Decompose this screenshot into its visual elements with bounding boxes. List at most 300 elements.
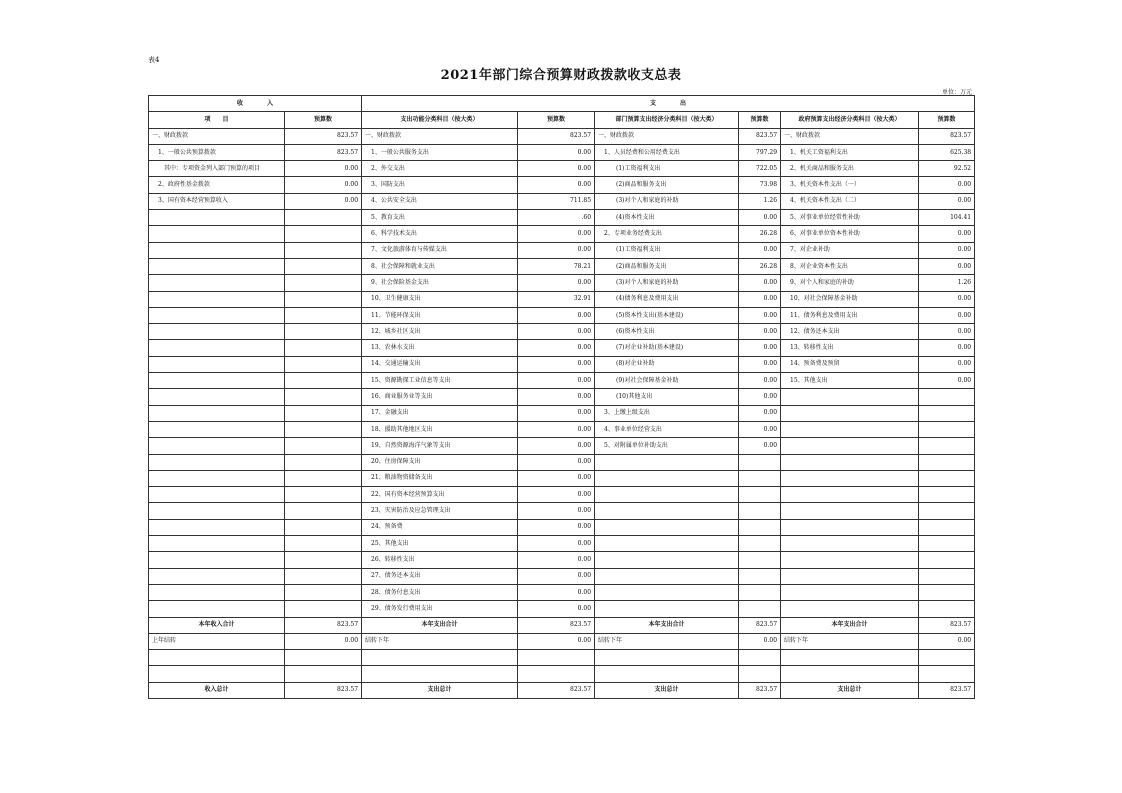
- label-cell: 2、专项业务经费支出: [595, 226, 739, 242]
- table-row: [149, 210, 975, 226]
- amount-cell: 0.00: [739, 633, 781, 649]
- label-cell: [149, 584, 285, 600]
- table-number: 表4: [148, 56, 160, 64]
- label-cell: [595, 601, 739, 617]
- label-cell: [781, 536, 919, 552]
- amount-cell: .60: [518, 210, 595, 226]
- label-cell: [781, 503, 919, 519]
- label-cell: 2、机关商品和服务支出: [781, 161, 919, 177]
- amount-cell: 0.00: [739, 275, 781, 291]
- empty-row: [149, 666, 975, 682]
- table-row: [149, 177, 975, 193]
- amount-cell: [285, 487, 362, 503]
- label-cell: [149, 568, 285, 584]
- label-cell: 支出总计: [781, 682, 919, 698]
- label-cell: [149, 552, 285, 568]
- amount-cell: 0.00: [285, 177, 362, 193]
- amount-cell: 0.00: [919, 242, 975, 258]
- table-row: [149, 536, 975, 552]
- table-row: [149, 389, 975, 405]
- label-cell: 1、一般公共预算拨款: [149, 144, 285, 160]
- label-cell: 29、债务发行费用支出: [362, 601, 518, 617]
- amount-cell: 0.00: [739, 405, 781, 421]
- amount-cell: 32.91: [518, 291, 595, 307]
- label-cell: 本年支出合计: [595, 617, 739, 633]
- label-cell: 本年支出合计: [781, 617, 919, 633]
- label-cell: 11、节能环保支出: [362, 307, 518, 323]
- empty-cell: [518, 666, 595, 682]
- amount-cell: 0.00: [739, 242, 781, 258]
- label-cell: 4、公共安全支出: [362, 193, 518, 209]
- empty-row: [149, 650, 975, 666]
- label-cell: 其中：专项资金列入部门预算的项目: [149, 161, 285, 177]
- amount-cell: [919, 552, 975, 568]
- table-row: [149, 601, 975, 617]
- label-cell: 14、预备费及预留: [781, 356, 919, 372]
- table-row: [149, 421, 975, 437]
- label-cell: [781, 552, 919, 568]
- amount-cell: 0.00: [919, 324, 975, 340]
- label-cell: 9、对个人和家庭的补助: [781, 275, 919, 291]
- label-cell: (1)工资福利支出: [595, 242, 739, 258]
- table-row: [149, 258, 975, 274]
- amount-cell: [919, 454, 975, 470]
- table-row: [149, 275, 975, 291]
- label-cell: 12、城乡社区支出: [362, 324, 518, 340]
- label-cell: 15、其他支出: [781, 373, 919, 389]
- label-cell: 1、一般公共服务支出: [362, 144, 518, 160]
- label-cell: 13、转移性支出: [781, 340, 919, 356]
- amount-cell: 0.00: [518, 144, 595, 160]
- table-row: [149, 454, 975, 470]
- amount-cell: [285, 584, 362, 600]
- label-cell: 20、住房保障支出: [362, 454, 518, 470]
- amount-cell: 73.98: [739, 177, 781, 193]
- label-cell: [781, 421, 919, 437]
- empty-cell: [739, 650, 781, 666]
- amount-cell: 0.00: [518, 503, 595, 519]
- table-row: [149, 340, 975, 356]
- label-cell: 3、国有资本经营预算收入: [149, 193, 285, 209]
- label-cell: [149, 470, 285, 486]
- label-cell: (7)对企业补助(基本建设): [595, 340, 739, 356]
- amount-cell: 0.00: [518, 487, 595, 503]
- amount-cell: 0.00: [919, 177, 975, 193]
- amount-cell: 26.28: [739, 226, 781, 242]
- label-cell: [781, 470, 919, 486]
- label-cell: 2、外交支出: [362, 161, 518, 177]
- label-cell: [149, 438, 285, 454]
- amount-cell: 0.00: [739, 373, 781, 389]
- amount-cell: [919, 568, 975, 584]
- amount-cell: 0.00: [739, 356, 781, 372]
- table-row: [149, 373, 975, 389]
- unit-label: 单位：万元: [941, 89, 972, 96]
- table-row: [149, 487, 975, 503]
- amount-cell: 823.57: [285, 682, 362, 698]
- amount-cell: 0.00: [518, 633, 595, 649]
- label-cell: 1、机关工资福利支出: [781, 144, 919, 160]
- amount-cell: 0.00: [518, 536, 595, 552]
- label-cell: [595, 552, 739, 568]
- label-cell: [149, 291, 285, 307]
- label-cell: [781, 389, 919, 405]
- label-cell: [149, 536, 285, 552]
- amount-cell: [739, 470, 781, 486]
- amount-cell: 0.00: [739, 421, 781, 437]
- label-cell: (5)资本性支出(基本建设): [595, 307, 739, 323]
- label-cell: [595, 470, 739, 486]
- header-row-columns: [149, 112, 975, 128]
- amount-cell: 711.85: [518, 193, 595, 209]
- table-row: [149, 324, 975, 340]
- amount-cell: [285, 210, 362, 226]
- label-cell: [781, 601, 919, 617]
- grand-total-row: [149, 682, 975, 698]
- amount-cell: 0.00: [919, 356, 975, 372]
- label-cell: (3)对个人和家庭的补助: [595, 193, 739, 209]
- amount-cell: [919, 519, 975, 535]
- amount-cell: 1.26: [919, 275, 975, 291]
- empty-cell: [919, 666, 975, 682]
- amount-cell: 0.00: [518, 340, 595, 356]
- amount-cell: [285, 258, 362, 274]
- label-cell: (4)债务利息及费用支出: [595, 291, 739, 307]
- amount-cell: 1.26: [739, 193, 781, 209]
- label-cell: 3、上缴上级支出: [595, 405, 739, 421]
- label-cell: (8)对企业补助: [595, 356, 739, 372]
- col-amount-header: 预算数: [518, 112, 595, 128]
- amount-cell: 104.41: [919, 210, 975, 226]
- label-cell: [595, 454, 739, 470]
- expense-header: 支 出: [362, 96, 975, 112]
- label-cell: [781, 487, 919, 503]
- label-cell: 24、预备费: [362, 519, 518, 535]
- label-cell: [149, 340, 285, 356]
- label-cell: 11、债务利息及费用支出: [781, 307, 919, 323]
- label-cell: [595, 487, 739, 503]
- carry-over-row: [149, 633, 975, 649]
- label-cell: [149, 226, 285, 242]
- amount-cell: 0.00: [518, 421, 595, 437]
- amount-cell: [919, 487, 975, 503]
- label-cell: 19、自然资源海洋气象等支出: [362, 438, 518, 454]
- label-cell: 26、转移性支出: [362, 552, 518, 568]
- label-cell: 收入总计: [149, 682, 285, 698]
- label-cell: 9、社会保险基金支出: [362, 275, 518, 291]
- label-cell: 6、科学技术支出: [362, 226, 518, 242]
- table-row: [149, 405, 975, 421]
- empty-cell: [595, 666, 739, 682]
- label-cell: (3)对个人和家庭的补助: [595, 275, 739, 291]
- table-row: [149, 161, 975, 177]
- empty-cell: [518, 650, 595, 666]
- year-total-row: [149, 617, 975, 633]
- amount-cell: 0.00: [919, 633, 975, 649]
- amount-cell: 0.00: [285, 633, 362, 649]
- table-row: [149, 519, 975, 535]
- label-cell: 5、对事业单位经常性补助: [781, 210, 919, 226]
- amount-cell: 0.00: [739, 307, 781, 323]
- label-cell: [781, 405, 919, 421]
- label-cell: 一、财政拨款: [781, 128, 919, 144]
- amount-cell: [919, 503, 975, 519]
- label-cell: (2)商品和服务支出: [595, 258, 739, 274]
- empty-cell: [739, 666, 781, 682]
- amount-cell: [919, 421, 975, 437]
- amount-cell: [739, 601, 781, 617]
- amount-cell: 0.00: [518, 275, 595, 291]
- label-cell: 5、对附属单位补助支出: [595, 438, 739, 454]
- amount-cell: 0.00: [285, 161, 362, 177]
- amount-cell: 0.00: [518, 373, 595, 389]
- col-amount-header: 预算数: [739, 112, 781, 128]
- table-row: [149, 291, 975, 307]
- label-cell: [149, 307, 285, 323]
- amount-cell: [919, 438, 975, 454]
- label-cell: 14、交通运输支出: [362, 356, 518, 372]
- amount-cell: 0.00: [919, 307, 975, 323]
- amount-cell: 0.00: [919, 193, 975, 209]
- col-dept-econ-header: 部门预算支出经济分类科目（按大类）: [595, 112, 739, 128]
- label-cell: 本年支出合计: [362, 617, 518, 633]
- amount-cell: [739, 487, 781, 503]
- empty-cell: [781, 650, 919, 666]
- label-cell: (2)商品和服务支出: [595, 177, 739, 193]
- label-cell: [149, 487, 285, 503]
- amount-cell: 823.57: [285, 128, 362, 144]
- label-cell: 25、其他支出: [362, 536, 518, 552]
- label-cell: [149, 519, 285, 535]
- label-cell: 3、机关资本性支出（一）: [781, 177, 919, 193]
- amount-cell: [285, 470, 362, 486]
- empty-cell: [919, 650, 975, 666]
- empty-cell: [781, 666, 919, 682]
- label-cell: 支出总计: [595, 682, 739, 698]
- label-cell: [781, 454, 919, 470]
- amount-cell: [285, 438, 362, 454]
- table-row: [149, 128, 975, 144]
- amount-cell: [285, 291, 362, 307]
- label-cell: [595, 536, 739, 552]
- amount-cell: 0.00: [518, 405, 595, 421]
- col-amount-header: 预算数: [919, 112, 975, 128]
- col-gov-econ-header: 政府预算支出经济分类科目（按大类）: [781, 112, 919, 128]
- label-cell: [149, 275, 285, 291]
- label-cell: 23、灾害防治及应急管理支出: [362, 503, 518, 519]
- income-header: 收 入: [149, 96, 362, 112]
- label-cell: 13、农林水支出: [362, 340, 518, 356]
- empty-cell: [149, 666, 285, 682]
- budget-summary-table: [148, 95, 975, 699]
- label-cell: 16、商业服务业等支出: [362, 389, 518, 405]
- label-cell: 一、财政拨款: [595, 128, 739, 144]
- amount-cell: 0.00: [518, 161, 595, 177]
- amount-cell: [285, 242, 362, 258]
- label-cell: [149, 242, 285, 258]
- label-cell: [595, 568, 739, 584]
- table-row: [149, 226, 975, 242]
- amount-cell: [285, 568, 362, 584]
- amount-cell: [739, 552, 781, 568]
- amount-cell: 0.00: [919, 226, 975, 242]
- amount-cell: 0.00: [518, 242, 595, 258]
- label-cell: 28、债务付息支出: [362, 584, 518, 600]
- amount-cell: 823.57: [919, 682, 975, 698]
- table-row: [149, 552, 975, 568]
- amount-cell: 0.00: [739, 389, 781, 405]
- label-cell: [595, 584, 739, 600]
- label-cell: 6、对事业单位资本性补助: [781, 226, 919, 242]
- label-cell: 上年结转: [149, 633, 285, 649]
- amount-cell: 0.00: [739, 340, 781, 356]
- amount-cell: 0.00: [518, 601, 595, 617]
- col-amount-header: 预算数: [285, 112, 362, 128]
- amount-cell: [919, 405, 975, 421]
- amount-cell: [285, 324, 362, 340]
- table-row: [149, 144, 975, 160]
- label-cell: [595, 503, 739, 519]
- label-cell: 7、对企业补助: [781, 242, 919, 258]
- label-cell: 1、人员经费和公用经费支出: [595, 144, 739, 160]
- label-cell: (10)其他支出: [595, 389, 739, 405]
- amount-cell: [285, 421, 362, 437]
- amount-cell: [919, 536, 975, 552]
- amount-cell: 0.00: [919, 373, 975, 389]
- amount-cell: 0.00: [518, 454, 595, 470]
- label-cell: [149, 421, 285, 437]
- amount-cell: [285, 389, 362, 405]
- amount-cell: 0.00: [739, 210, 781, 226]
- amount-cell: [739, 568, 781, 584]
- label-cell: 4、事业单位经营支出: [595, 421, 739, 437]
- label-cell: 10、卫生健康支出: [362, 291, 518, 307]
- empty-cell: [362, 650, 518, 666]
- amount-cell: 0.00: [518, 470, 595, 486]
- amount-cell: 0.00: [285, 193, 362, 209]
- label-cell: (1)工资福利支出: [595, 161, 739, 177]
- table-row: [149, 356, 975, 372]
- empty-cell: [595, 650, 739, 666]
- empty-cell: [362, 666, 518, 682]
- amount-cell: 0.00: [518, 552, 595, 568]
- label-cell: [149, 210, 285, 226]
- label-cell: 12、债务还本支出: [781, 324, 919, 340]
- amount-cell: [739, 519, 781, 535]
- label-cell: 17、金融支出: [362, 405, 518, 421]
- amount-cell: [919, 601, 975, 617]
- table-row: [149, 193, 975, 209]
- amount-cell: 0.00: [518, 307, 595, 323]
- amount-cell: 0.00: [919, 258, 975, 274]
- amount-cell: 0.00: [518, 389, 595, 405]
- label-cell: 10、对社会保障基金补助: [781, 291, 919, 307]
- label-cell: 22、国有资本经营预算支出: [362, 487, 518, 503]
- label-cell: [149, 503, 285, 519]
- amount-cell: 92.52: [919, 161, 975, 177]
- amount-cell: 0.00: [518, 438, 595, 454]
- amount-cell: [739, 503, 781, 519]
- document-title: 2021年部门综合预算财政拨款收支总表: [440, 68, 682, 83]
- amount-cell: 823.57: [919, 128, 975, 144]
- label-cell: 2、政府性基金拨款: [149, 177, 285, 193]
- amount-cell: 823.57: [518, 682, 595, 698]
- amount-cell: [739, 536, 781, 552]
- table-row: [149, 503, 975, 519]
- amount-cell: 0.00: [739, 291, 781, 307]
- amount-cell: [285, 340, 362, 356]
- table-row: [149, 242, 975, 258]
- label-cell: [781, 568, 919, 584]
- label-cell: [149, 405, 285, 421]
- col-func-header: 支出功能分类科目（按大类）: [362, 112, 518, 128]
- amount-cell: [919, 389, 975, 405]
- label-cell: [149, 258, 285, 274]
- amount-cell: 0.00: [518, 568, 595, 584]
- amount-cell: [919, 470, 975, 486]
- amount-cell: [285, 601, 362, 617]
- label-cell: 5、教育支出: [362, 210, 518, 226]
- label-cell: 结转下年: [362, 633, 518, 649]
- label-cell: [595, 519, 739, 535]
- amount-cell: 823.57: [739, 682, 781, 698]
- amount-cell: 26.28: [739, 258, 781, 274]
- amount-cell: 0.00: [518, 324, 595, 340]
- amount-cell: 823.57: [285, 617, 362, 633]
- amount-cell: [919, 584, 975, 600]
- amount-cell: 78.21: [518, 258, 595, 274]
- amount-cell: 823.57: [285, 144, 362, 160]
- table-row: [149, 307, 975, 323]
- label-cell: 8、对企业资本性支出: [781, 258, 919, 274]
- amount-cell: [285, 503, 362, 519]
- amount-cell: 823.57: [518, 128, 595, 144]
- label-cell: [149, 389, 285, 405]
- label-cell: [149, 601, 285, 617]
- amount-cell: 823.57: [518, 617, 595, 633]
- label-cell: [781, 438, 919, 454]
- label-cell: 支出总计: [362, 682, 518, 698]
- amount-cell: [285, 536, 362, 552]
- amount-cell: 823.57: [739, 617, 781, 633]
- table-row: [149, 438, 975, 454]
- label-cell: 一、财政拨款: [149, 128, 285, 144]
- amount-cell: 0.00: [518, 356, 595, 372]
- amount-cell: 0.00: [739, 324, 781, 340]
- label-cell: [149, 324, 285, 340]
- label-cell: 结转下年: [595, 633, 739, 649]
- amount-cell: [285, 275, 362, 291]
- amount-cell: 0.00: [919, 340, 975, 356]
- amount-cell: [285, 552, 362, 568]
- amount-cell: 823.57: [739, 128, 781, 144]
- amount-cell: [285, 226, 362, 242]
- table-row: [149, 584, 975, 600]
- label-cell: (9)对社会保障基金补助: [595, 373, 739, 389]
- amount-cell: [285, 356, 362, 372]
- label-cell: (4)资本性支出: [595, 210, 739, 226]
- label-cell: 一、财政拨款: [362, 128, 518, 144]
- col-item-header: 项 目: [149, 112, 285, 128]
- label-cell: 18、援助其他地区支出: [362, 421, 518, 437]
- label-cell: 21、粮油物资储备支出: [362, 470, 518, 486]
- amount-cell: 0.00: [739, 438, 781, 454]
- amount-cell: [285, 373, 362, 389]
- amount-cell: 0.00: [919, 291, 975, 307]
- amount-cell: [285, 519, 362, 535]
- amount-cell: 0.00: [518, 226, 595, 242]
- label-cell: 8、社会保障和就业支出: [362, 258, 518, 274]
